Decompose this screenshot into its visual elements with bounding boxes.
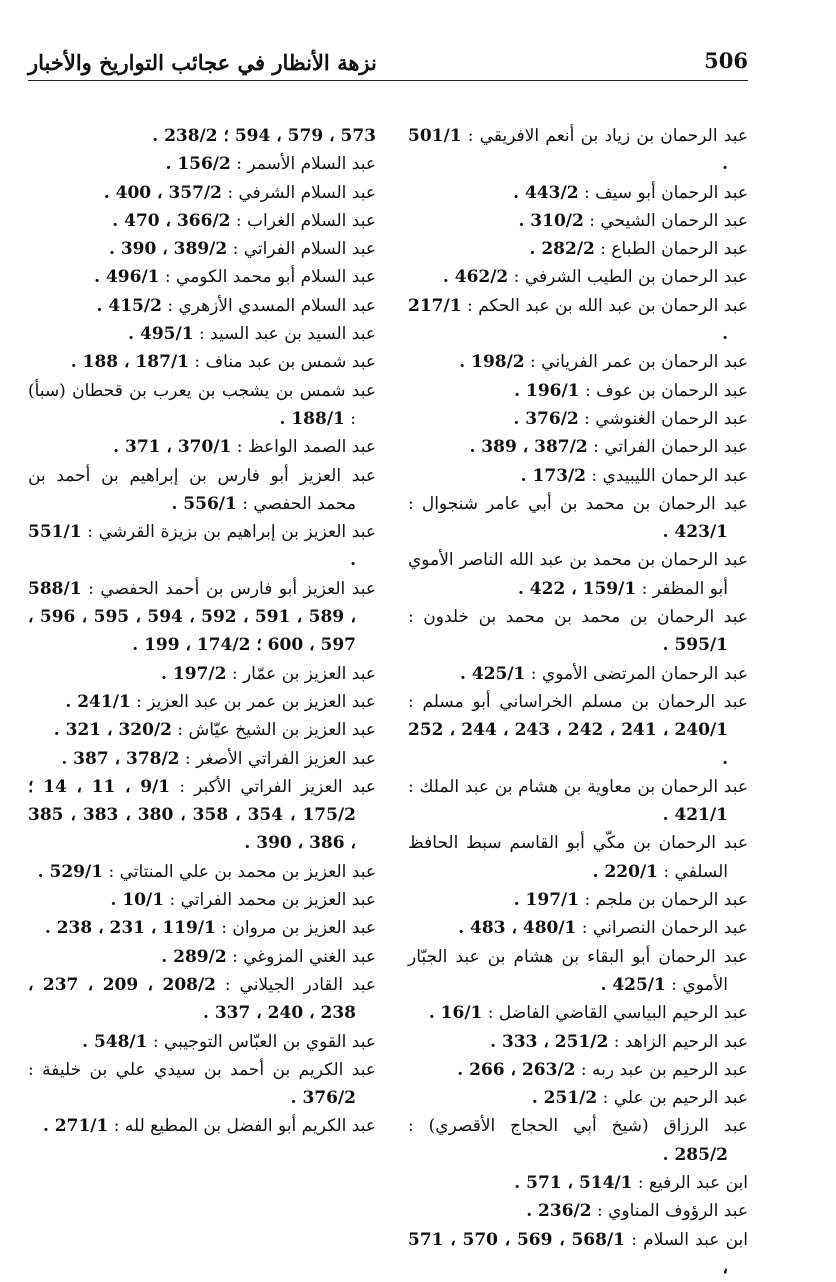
entry-name: عبد الرحمان بن محمد بن أبي عامر شنجوال : bbox=[408, 493, 748, 514]
entry-name: عبد الرؤوف المناوي : bbox=[596, 1201, 748, 1222]
entry-page-refs: 568/1 ، 569 ، 570 ، 571 ، bbox=[408, 1229, 728, 1278]
entry-name: عبد الرزاق (شيخ أبي الحجاج الأقصري) : bbox=[408, 1116, 748, 1137]
entry-page-refs: 588/1 ، 589 ، 591 ، 592 ، 594 ، 595 ، 596 ، 597 ، 600 ؛ 174/2 ، 199 . bbox=[28, 578, 356, 656]
entry-page-refs: 208/2 ، 209 ، 237 ، 238 ، 240 ، 337 . bbox=[28, 974, 356, 1024]
index-entry bbox=[408, 1056, 748, 1084]
entry-page-refs: 282/2 . bbox=[529, 239, 595, 260]
index-entry bbox=[408, 207, 748, 235]
index-entry bbox=[408, 1084, 748, 1112]
entry-page-refs: 370/1 ، 371 . bbox=[113, 437, 232, 458]
entry-name: عبد الرحمان النصراني : bbox=[581, 918, 748, 939]
entry-name: عبد الكريم بن أحمد بن سيدي علي بن خليفة : bbox=[28, 1059, 376, 1080]
index-entry bbox=[28, 377, 376, 434]
index-entry bbox=[28, 518, 376, 575]
entry-page-refs: 197/1 . bbox=[513, 890, 580, 911]
entry-page-refs: 496/1 . bbox=[94, 267, 160, 288]
index-entry bbox=[408, 773, 748, 830]
entry-page-refs: 376/2 . bbox=[513, 408, 579, 429]
entry-page-refs: 263/2 ، 266 . bbox=[457, 1059, 576, 1080]
entry-name: عبد السلام المسدي الأزهري : bbox=[167, 295, 376, 316]
entry-page-refs: 548/1 . bbox=[82, 1031, 148, 1052]
entry-page-refs: 285/2 . bbox=[662, 1144, 728, 1165]
index-entry bbox=[408, 1169, 748, 1197]
entry-page-refs: 289/2 . bbox=[161, 946, 227, 967]
index-entry bbox=[408, 688, 748, 773]
entry-page-refs: 220/1 . bbox=[592, 861, 658, 882]
index-entry bbox=[28, 971, 376, 1028]
index-entry bbox=[408, 179, 748, 207]
page-number: 506 bbox=[704, 48, 748, 73]
entry-page-refs: 251/2 ، 333 . bbox=[490, 1031, 609, 1052]
index-entry bbox=[28, 150, 376, 178]
entry-name: عبد الغني المزوغي : bbox=[232, 946, 376, 967]
entry-page-refs: 173/2 . bbox=[520, 465, 587, 486]
entry-page-refs: 236/2 . bbox=[526, 1201, 592, 1222]
index-entry bbox=[408, 490, 748, 547]
entry-name: عبد السيد بن عبد السيد : bbox=[198, 324, 376, 345]
entry-page-refs: 425/1 . bbox=[600, 974, 666, 995]
entry-name: عبد الرحمان أبو سيف : bbox=[583, 182, 748, 203]
entry-page-refs: 196/1 . bbox=[514, 380, 580, 401]
index-entry bbox=[408, 122, 748, 179]
index-entry bbox=[408, 1197, 748, 1225]
entry-page-refs: 514/1 ، 571 . bbox=[514, 1172, 633, 1193]
entry-name: عبد الرحمان بن الطيب الشرفي : bbox=[513, 267, 748, 288]
entry-name: عبد الصمد الواعظ : bbox=[236, 437, 376, 458]
entry-page-refs: 462/2 . bbox=[442, 267, 509, 288]
entry-page-refs: 376/2 . bbox=[290, 1088, 356, 1109]
index-entry bbox=[408, 235, 748, 263]
entry-name: عبد العزيز بن عمّار : bbox=[231, 663, 376, 684]
entry-name: عبد الرحمان بن مكّي أبو القاسم سبط الحافظ السلفي : bbox=[408, 833, 748, 882]
entry-name: عبد العزيز بن محمد الفراتي : bbox=[169, 890, 376, 911]
index-entry bbox=[28, 179, 376, 207]
entry-page-refs: 156/2 . bbox=[165, 154, 231, 175]
entry-name: عبد الرحيم بن عبد ربه : bbox=[580, 1059, 748, 1080]
entry-name: عبد العزيز بن محمد بن علي المنتاتي : bbox=[108, 861, 376, 882]
index-entry bbox=[408, 603, 748, 660]
index-entry bbox=[28, 263, 376, 291]
entry-name: عبد السلام الفراتي : bbox=[232, 239, 376, 260]
index-entry bbox=[28, 1056, 376, 1113]
entry-name: عبد الرحمان بن محمد بن محمد بن خلدون : bbox=[408, 607, 748, 628]
index-entry bbox=[28, 235, 376, 263]
entry-name: عبد السلام الشرفي : bbox=[227, 182, 376, 203]
entry-page-refs: 595/1 . bbox=[662, 635, 728, 656]
index-entry bbox=[28, 943, 376, 971]
entry-page-refs: 187/1 ، 188 . bbox=[70, 352, 189, 373]
entry-page-refs: 241/1 . bbox=[65, 691, 131, 712]
entry-name: عبد الرحمان بن ملجم : bbox=[584, 890, 748, 911]
entry-name: عبد الرحمان أبو البقاء بن هشام بن عبد الجبّار الأموي : bbox=[408, 946, 748, 995]
entry-page-refs: 387/2 ، 389 . bbox=[469, 437, 588, 458]
entry-page-refs: 271/1 . bbox=[42, 1116, 109, 1137]
index-entry bbox=[28, 858, 376, 886]
index-entry bbox=[408, 433, 748, 461]
entry-name: عبد الرحمان بن عوف : bbox=[584, 380, 748, 401]
entry-page-refs: 197/2 . bbox=[161, 663, 227, 684]
entry-page-refs: 556/1 . bbox=[171, 493, 237, 514]
entry-name: عبد الرحيم البياسي القاضي الفاضل : bbox=[487, 1003, 748, 1024]
entry-page-refs: 240/1 ، 241 ، 242 ، 243 ، 244 ، 252 . bbox=[408, 720, 729, 769]
entry-page-refs: 389/2 ، 390 . bbox=[109, 239, 228, 260]
index-entry bbox=[408, 546, 748, 603]
index-entry bbox=[28, 575, 376, 660]
running-title: نزهة الأنظار في عجائب التواريخ والأخبار bbox=[28, 50, 377, 75]
entry-page-refs: 480/1 ، 483 . bbox=[458, 918, 577, 939]
entry-name: عبد السلام الأسمر : bbox=[236, 154, 376, 175]
index-entry bbox=[28, 292, 376, 320]
entry-name: ابن عبد السلام : bbox=[631, 1229, 748, 1250]
entry-page-refs: 415/2 . bbox=[96, 295, 162, 316]
page-header bbox=[28, 44, 748, 81]
index-column-left bbox=[28, 122, 376, 1141]
entry-page-refs: 495/1 . bbox=[128, 324, 194, 345]
index-entry bbox=[408, 943, 748, 1000]
index-entry bbox=[408, 405, 748, 433]
entry-name: عبد القوي بن العبّاس التوجيبي : bbox=[152, 1031, 376, 1052]
entry-name: عبد العزيز بن الشيخ عيّاش : bbox=[177, 720, 376, 741]
entry-name: عبد الرحمان بن عمر الفرياني : bbox=[530, 352, 748, 373]
entry-name: عبد الرحمان بن معاوية بن هشام بن عبد الملك : bbox=[408, 776, 748, 797]
entry-name: عبد الرحيم الزاهد : bbox=[613, 1031, 748, 1052]
entry-page-refs: 198/2 . bbox=[459, 352, 525, 373]
index-entry bbox=[28, 1112, 376, 1140]
entry-name: عبد العزيز بن إبراهيم بن بزيزة القرشي : bbox=[87, 522, 376, 543]
index-entry bbox=[28, 320, 376, 348]
index-entry bbox=[28, 433, 376, 461]
entry-page-refs: 310/2 . bbox=[518, 210, 584, 231]
index-entry bbox=[28, 716, 376, 744]
index-entry bbox=[28, 207, 376, 235]
entry-name: عبد السلام الغراب : bbox=[235, 210, 376, 231]
entry-name: عبد الرحمان بن زياد بن أنعم الافريقي : bbox=[467, 126, 749, 146]
index-entry bbox=[408, 263, 748, 291]
index-entry bbox=[408, 1112, 748, 1169]
index-entry bbox=[408, 1226, 748, 1282]
index-entry bbox=[28, 348, 376, 376]
entry-page-refs: 217/1 . bbox=[408, 295, 728, 345]
entry-page-refs: 573 ، 579 ، 594 ؛ 238/2 . bbox=[152, 126, 376, 146]
entry-name: عبد الرحيم بن علي : bbox=[602, 1088, 748, 1109]
entry-name: عبد شمس بن عبد مناف : bbox=[194, 352, 376, 373]
entry-name: عبد الرحمان بن عبد الله بن عبد الحكم : bbox=[467, 295, 748, 316]
entry-name: عبد العزيز بن مروان : bbox=[221, 918, 376, 939]
index-entry bbox=[408, 462, 748, 490]
entry-page-refs: 320/2 ، 321 . bbox=[53, 720, 172, 741]
entry-name: عبد الرحمان الليبيدي : bbox=[591, 465, 748, 486]
index-entry bbox=[408, 914, 748, 942]
index-entry bbox=[28, 773, 376, 858]
entry-page-refs: 9/1 ، 11 ، 14 ؛ 175/2 ، 354 ، 358 ، 380 ، 383 ، 385 ، 386 ، 390 . bbox=[28, 776, 356, 854]
entry-page-refs: 10/1 . bbox=[110, 890, 165, 911]
entry-page-refs: 501/1 . bbox=[408, 126, 728, 175]
entry-page-refs: 425/1 . bbox=[460, 663, 526, 684]
entry-name: عبد الرحمان الفراتي : bbox=[593, 437, 748, 458]
index-entry bbox=[408, 829, 748, 886]
entry-name: عبد العزيز بن عمر بن عبد العزيز : bbox=[136, 691, 376, 712]
index-entry bbox=[408, 660, 748, 688]
entry-name: عبد العزيز الفراتي الأكبر : bbox=[179, 776, 377, 797]
entry-name: عبد الرحمان بن مسلم الخراساني أبو مسلم : bbox=[408, 691, 748, 712]
index-entry bbox=[408, 999, 748, 1027]
entry-page-refs: 357/2 ، 400 . bbox=[103, 182, 222, 203]
entry-page-refs: 16/1 . bbox=[428, 1003, 483, 1024]
index-entry bbox=[28, 122, 376, 150]
entry-name: عبد الرحمان المرتضى الأموي : bbox=[530, 663, 748, 684]
entry-page-refs: 119/1 ، 231 ، 238 . bbox=[44, 918, 216, 939]
index-entry bbox=[28, 745, 376, 773]
entry-name: عبد الكريم أبو الفضل بن المطيع لله : bbox=[113, 1116, 376, 1137]
index-entry bbox=[408, 292, 748, 349]
index-entry bbox=[28, 914, 376, 942]
index-entry bbox=[408, 348, 748, 376]
entry-page-refs: 188/1 . bbox=[279, 408, 345, 429]
index-entry bbox=[28, 660, 376, 688]
entry-name: عبد العزيز أبو فارس بن إبراهيم بن أحمد بن محمد الحفصي : bbox=[28, 465, 376, 514]
entry-name: عبد شمس بن يشجب بن يعرب بن قحطان (سبأ) : bbox=[28, 380, 376, 429]
entry-page-refs: 529/1 . bbox=[37, 861, 104, 882]
index-entry bbox=[28, 1028, 376, 1056]
index-entry bbox=[28, 886, 376, 914]
index-entry bbox=[28, 688, 376, 716]
index-entry bbox=[28, 462, 376, 519]
entry-name: عبد القادر الجيلاني : bbox=[224, 974, 377, 995]
entry-page-refs: 423/1 . bbox=[662, 522, 728, 543]
entry-name: عبد العزيز الفراتي الأصغر : bbox=[184, 748, 376, 769]
entry-name: عبد الرحمان الشيحي : bbox=[589, 210, 748, 231]
entry-name: عبد السلام أبو محمد الكومي : bbox=[164, 267, 376, 288]
index-entry bbox=[408, 377, 748, 405]
entry-page-refs: 443/2 . bbox=[513, 182, 579, 203]
entry-name: عبد الرحمان الغنوشي : bbox=[584, 408, 748, 429]
entry-page-refs: 251/2 . bbox=[531, 1088, 598, 1109]
entry-page-refs: 421/1 . bbox=[662, 805, 728, 826]
index-entry bbox=[408, 886, 748, 914]
entry-page-refs: 551/1 . bbox=[28, 522, 356, 571]
entry-name: عبد الرحمان بن محمد بن عبد الله الناصر الأموي أبو المظفر : bbox=[408, 550, 748, 599]
entry-name: عبد الرحمان الطباع : bbox=[600, 239, 748, 260]
entry-page-refs: 378/2 ، 387 . bbox=[61, 748, 180, 769]
index-column-right bbox=[408, 122, 748, 1282]
entry-name: ابن عبد الرفيع : bbox=[637, 1172, 748, 1193]
index-entry bbox=[408, 1028, 748, 1056]
entry-name: عبد العزيز أبو فارس بن أحمد الحفصي : bbox=[88, 578, 376, 599]
entry-page-refs: 159/1 ، 422 . bbox=[517, 578, 637, 599]
entry-page-refs: 366/2 ، 470 . bbox=[112, 210, 231, 231]
